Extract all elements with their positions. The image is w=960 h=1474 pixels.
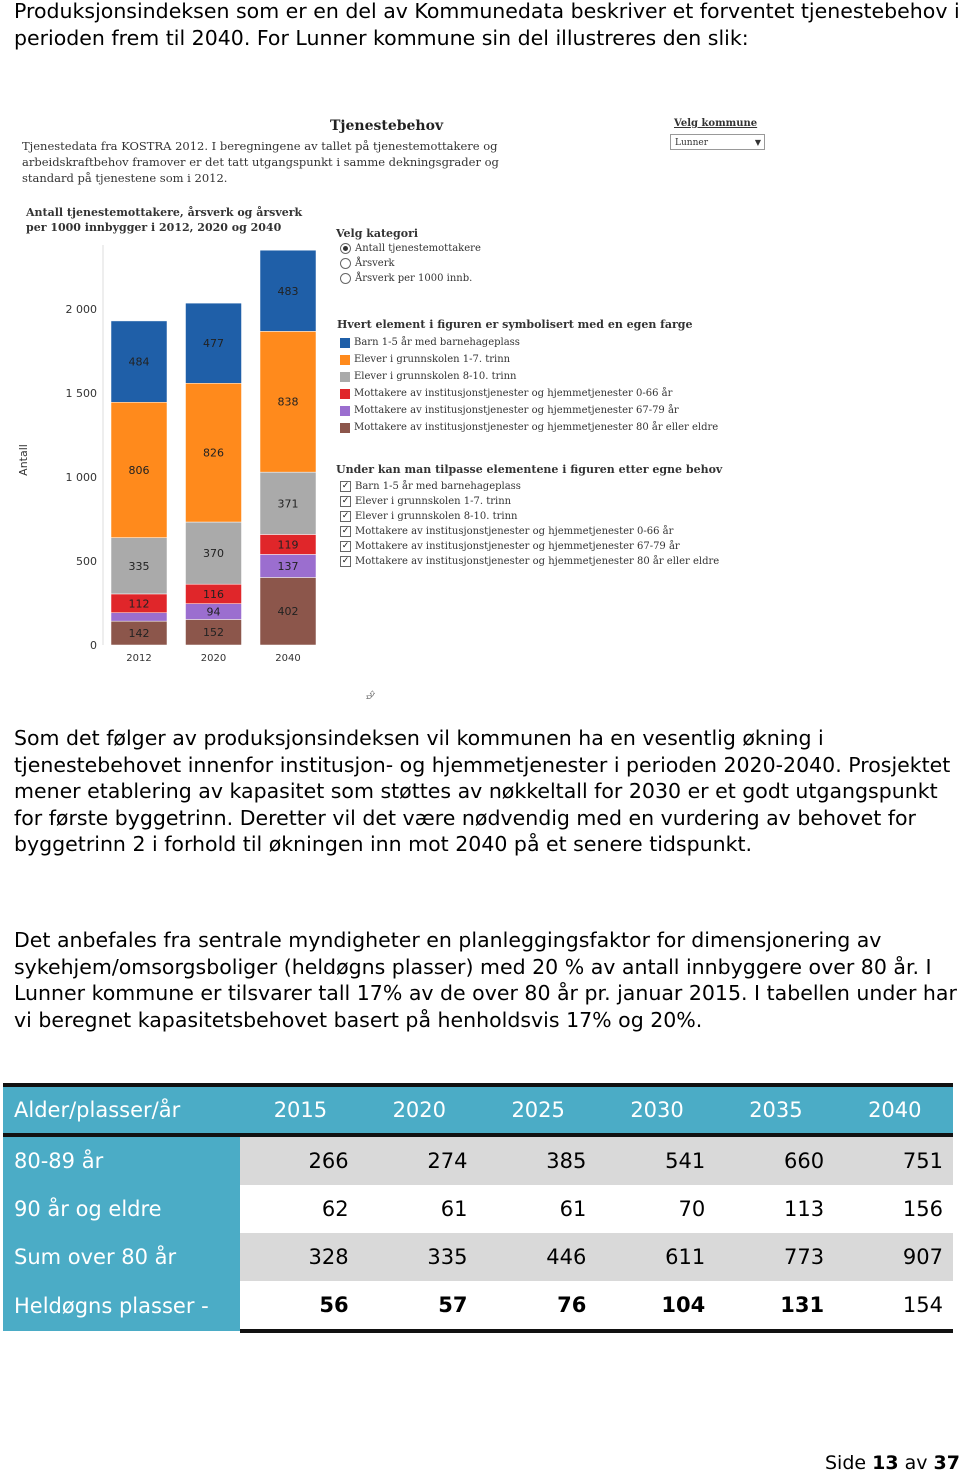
data-label: 137	[277, 559, 299, 573]
row-label: Sum over 80 år	[3, 1233, 240, 1281]
row-label: 90 år og eldre	[3, 1185, 240, 1233]
kategori-option-arsverk[interactable]: Årsverk	[340, 257, 395, 271]
legend-swatch	[340, 389, 350, 399]
data-label: 826	[203, 446, 224, 460]
filter-checkbox-item[interactable]: ✓ Elever i grunnskolen 8-10. trinn	[341, 511, 518, 522]
legend-item: Barn 1-5 år med barnehageplass	[340, 336, 520, 350]
table-cell: 61	[559, 1197, 587, 1221]
filter-checkbox-item[interactable]: ✓ Mottakere av institusjonstjenester og hjemmetjenester 0-66 år	[341, 526, 674, 537]
checkbox-checked-icon: ✓	[341, 496, 350, 506]
x-tick-label: 2040	[275, 653, 301, 664]
kommune-select[interactable]	[670, 134, 765, 150]
legend-item: Elever i grunnskolen 1-7. trinn	[340, 353, 510, 367]
y-tick-label: 1 500	[65, 387, 97, 400]
checkbox-checked-icon: ✓	[341, 556, 350, 566]
data-label: 484	[128, 355, 150, 369]
kategori-label: Velg kategori	[336, 227, 419, 240]
table-cell: 156	[902, 1197, 943, 1221]
figure-note: Tjenestedata fra KOSTRA 2012. I beregningene av tallet på tjenestemottakere og arbeidskraftbehov framover er det tatt utgangspunkt i samme dekningsgrader og standard på tjenestene som i 2012.	[22, 139, 499, 185]
table-cell: 541	[596, 1135, 715, 1185]
radio-icon	[340, 273, 351, 284]
table-cell: 773	[715, 1233, 834, 1281]
radio-icon	[340, 258, 351, 269]
page-number: 13	[872, 1452, 899, 1474]
data-label: 112	[128, 597, 150, 611]
table-cell: 385	[477, 1135, 596, 1185]
bar-segment	[111, 613, 167, 621]
data-label: 152	[203, 626, 224, 640]
x-tick-label: 2012	[126, 653, 152, 664]
page-total: 37	[933, 1452, 960, 1474]
legend-swatch	[340, 355, 350, 365]
share-icon[interactable]: ⮵	[366, 688, 376, 702]
chart-title: Antall tjenestemottakere, årsverk og årsverk per 1000 innbygger i 2012, 2020 og 2040	[26, 206, 303, 234]
table-cell: 446	[477, 1233, 596, 1281]
chevron-down-icon: ▼	[754, 138, 761, 147]
header-cell: 2015	[240, 1085, 359, 1135]
table-row	[3, 1185, 953, 1233]
table-cell: 62	[321, 1197, 349, 1221]
table-cell: 76	[477, 1281, 596, 1331]
data-label: 402	[277, 605, 299, 619]
data-label: 119	[277, 538, 299, 552]
table-cell: 335	[359, 1233, 478, 1281]
row-label: 80-89 år	[3, 1135, 240, 1185]
table-cell: 61	[440, 1197, 468, 1221]
table-cell: 56	[240, 1281, 359, 1331]
analysis-paragraph: Som det følger av produksjonsindeksen vil kommunen ha en vesentlig økning i tjenestebehovet innenfor institusjon- og hjemmetjenester i perioden 2020-2040. Prosjektet mener etablering av kapasitet som støttes av nøkkeltall for 2030 er et godt utgangspunkt for første byggetrinn. Deretter vil det være nødvendig med en vurdering av behovet for byggetrinn 2 i forhold til økningen inn mot 2040 på et senere tidspunkt.	[14, 726, 951, 856]
table-cell: 104	[596, 1281, 715, 1331]
legend-item: Mottakere av institusjonstjenester og hjemmetjenester 67-79 år	[340, 404, 679, 418]
table-cell: 266	[240, 1135, 359, 1185]
header-cell: 2030	[596, 1085, 715, 1135]
legend-swatch	[340, 406, 350, 416]
table-cell: 70	[678, 1197, 706, 1221]
legend-title: Hvert element i figuren er symbolisert med en egen farge	[337, 318, 693, 331]
radio-selected-icon	[340, 243, 351, 254]
filter-title: Under kan man tilpasse elementene i figuren etter egne behov	[336, 463, 723, 476]
y-tick-label: 2 000	[65, 303, 97, 316]
table-cell: 113	[783, 1197, 825, 1221]
header-cell: Alder/plasser/år	[3, 1085, 240, 1135]
page-footer: Side 13 av 37	[824, 1452, 960, 1474]
data-label: 371	[277, 497, 299, 511]
data-label: 370	[203, 547, 224, 561]
table-header-row	[3, 1085, 953, 1135]
data-label: 94	[206, 605, 221, 619]
checkbox-checked-icon: ✓	[341, 526, 350, 536]
table-cell: 154	[834, 1281, 953, 1331]
checkbox-checked-icon: ✓	[341, 481, 350, 491]
y-tick-label: 1 000	[65, 471, 97, 484]
y-tick-label: 0	[90, 639, 97, 652]
kommune-label: Velg kommune	[674, 118, 758, 129]
table-cell: 611	[596, 1233, 715, 1281]
table-row	[3, 1233, 953, 1281]
table-cell: 274	[359, 1135, 478, 1185]
legend-item: Elever i grunnskolen 8-10. trinn	[340, 370, 516, 384]
table-row	[3, 1281, 953, 1331]
filter-checkbox-item[interactable]: ✓ Barn 1-5 år med barnehageplass	[341, 481, 521, 492]
header-cell: 2040	[834, 1085, 953, 1135]
data-label: 477	[203, 337, 224, 351]
y-tick-label: 500	[76, 555, 97, 568]
filter-checkbox-item[interactable]: ✓ Mottakere av institusjonstjenester og hjemmetjenester 67-79 år	[341, 541, 680, 552]
table-cell: 660	[715, 1135, 834, 1185]
recommendation-paragraph: Det anbefales fra sentrale myndigheter en planleggingsfaktor for dimensjonering av sykehjem/omsorgsboliger (heldøgns plasser) med 20 % av antall innbyggere over 80 år. I Lunner kommune er tilsvarer tall 17% av de over 80 år pr. januar 2015. I tabellen under har vi beregnet kapasitetsbehovet basert på henholdsvis 17% og 20%.	[14, 928, 957, 1032]
row-label: Heldøgns plasser -	[3, 1281, 240, 1331]
table-row	[3, 1135, 953, 1185]
capacity-table	[3, 1083, 953, 1333]
kategori-option-antall[interactable]: Antall tjenestemottakere	[340, 242, 481, 256]
y-axis-label: Antall	[17, 444, 30, 476]
data-label: 483	[277, 284, 299, 298]
stacked-bar-chart	[0, 235, 320, 705]
data-label: 838	[277, 395, 299, 409]
table-cell: 751	[834, 1135, 953, 1185]
table-cell: 57	[359, 1281, 478, 1331]
checkbox-checked-icon: ✓	[341, 511, 350, 521]
filter-checkbox-item[interactable]: ✓ Elever i grunnskolen 1-7. trinn	[341, 496, 512, 507]
header-cell: 2020	[359, 1085, 478, 1135]
checkbox-checked-icon: ✓	[341, 541, 350, 551]
legend-item: Mottakere av institusjonstjenester og hjemmetjenester 0-66 år	[340, 387, 672, 401]
legend-item: Mottakere av institusjonstjenester og hjemmetjenester 80 år eller eldre	[340, 421, 718, 435]
intro-paragraph: Produksjonsindeksen som er en del av Kommunedata beskriver et forventet tjenestebehov i perioden frem til 2040. For Lunner kommune sin del illustreres den slik:	[14, 0, 960, 50]
data-label: 806	[128, 463, 150, 477]
kategori-option-per1000[interactable]: Årsverk per 1000 innb.	[340, 272, 472, 286]
header-cell: 2035	[715, 1085, 834, 1135]
x-tick-label: 2020	[200, 653, 227, 664]
data-label: 335	[128, 559, 150, 573]
data-label: 142	[128, 627, 150, 641]
filter-checkbox-item[interactable]: ✓ Mottakere av institusjonstjenester og hjemmetjenester 80 år eller eldre	[341, 556, 720, 567]
kommune-select-value: Lunner	[675, 138, 708, 148]
legend-swatch	[340, 338, 350, 348]
tjenestebehov-figure	[0, 110, 960, 710]
legend-swatch	[340, 372, 350, 382]
figure-title: Tjenestebehov	[330, 118, 444, 134]
legend-swatch	[340, 423, 350, 433]
data-label: 116	[203, 587, 224, 601]
table-cell: 328	[240, 1233, 359, 1281]
table-cell: 907	[834, 1233, 953, 1281]
table-cell: 131	[715, 1281, 834, 1331]
header-cell: 2025	[477, 1085, 596, 1135]
